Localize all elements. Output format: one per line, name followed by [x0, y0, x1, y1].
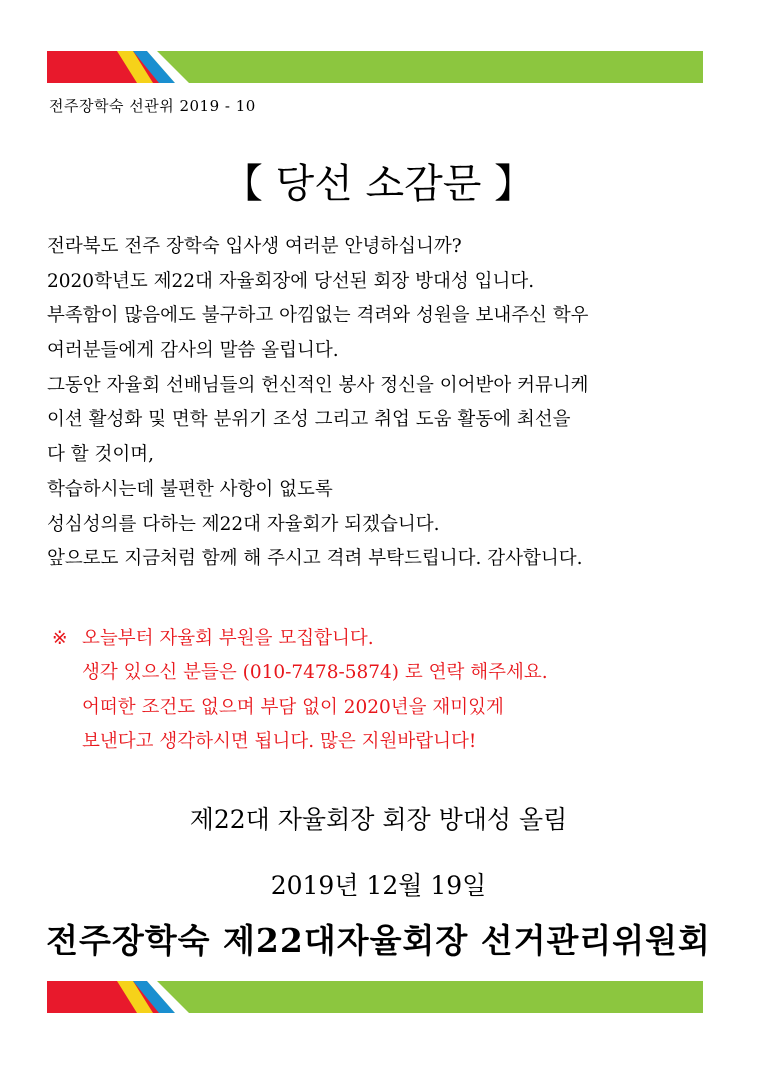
body-line: 앞으로도 지금처럼 함께 해 주시고 격려 부탁드립니다. 감사합니다. [47, 548, 583, 570]
notice-line: 어떠한 조건도 없으며 부담 없이 2020년을 재미있게 [82, 696, 504, 718]
notice-text: 오늘부터 자율회 부원을 모집합니다. [82, 628, 374, 649]
date-line: 2019년 12월 19일 [270, 871, 487, 900]
reference-mark-icon: ※ [52, 628, 68, 649]
body-line: 부족함이 많음에도 불구하고 아낌없는 격려와 성원을 보내주신 학우 [47, 305, 589, 327]
notice-line [52, 622, 548, 656]
notice-line: 보낸다고 생각하시면 됩니다. 많은 지원바랍니다! [82, 731, 477, 753]
body-line: 여러분들에게 감사의 말씀 올립니다. [47, 340, 339, 362]
document-code: 전주장학숙 선관위 2019 - 10 [49, 97, 256, 115]
body-line: 학습하시는데 불편한 사항이 없도록 [47, 478, 333, 500]
notice-line: 생각 있으신 분들은 (010-7478-5874) 로 연락 해주세요. [82, 662, 548, 684]
body-line: 2020학년도 제22대 자율회장에 당선된 회장 방대성 입니다. [47, 270, 535, 292]
body-line: 다 할 것이며, [47, 444, 154, 466]
page-title: 【 당선 소감문 】 [222, 161, 535, 207]
body-line: 이션 활성화 및 면학 분위기 조성 그리고 취업 도움 활동에 최선을 [47, 409, 571, 431]
body-line: 전라북도 전주 장학숙 입사생 여러분 안녕하십니까? [47, 236, 462, 257]
body-line: 성심성의를 다하는 제22대 자율회가 되겠습니다. [47, 513, 440, 535]
speech-body [47, 230, 717, 577]
organization-name: 전주장학숙 제22대자율회장 선거관리위원회 [46, 921, 711, 960]
signer-line: 제22대 자율회장 회장 방대성 올림 [189, 805, 568, 834]
bottom-banner [47, 981, 703, 1013]
body-line: 그동안 자율회 선배님들의 헌신적인 봉사 정신을 이어받아 커뮤니케 [47, 374, 589, 396]
top-banner [47, 51, 703, 83]
recruitment-notice [52, 622, 548, 760]
